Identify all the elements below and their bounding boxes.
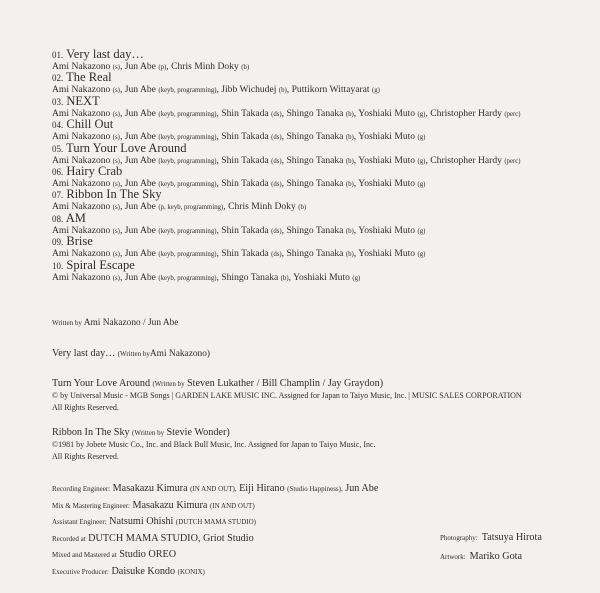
tyla-title: Turn Your Love Around	[52, 378, 151, 389]
musician-role: (g)	[417, 157, 426, 165]
musician-name: Yoshiaki Muto	[358, 177, 416, 189]
musician-role: (ds)	[271, 157, 282, 165]
musician-name: Shin Takada	[221, 224, 269, 236]
track-item	[52, 71, 521, 94]
musician-role: (keyb, programming)	[158, 87, 217, 95]
track-item	[52, 118, 521, 141]
musician-role: (b)	[278, 87, 287, 95]
ribbon-rights: All Rights Reserved.	[52, 452, 119, 462]
musician-name: Ami Nakazono	[52, 248, 111, 260]
musician-name: Puttikorn Wittayarat	[291, 84, 370, 96]
staff-name: Masakazu Kimura	[132, 499, 208, 511]
musician-role: (perc)	[504, 157, 521, 165]
track-title: Brise	[66, 234, 93, 249]
musician-name: Jun Abe	[124, 248, 156, 260]
track-number: 04.	[52, 120, 64, 131]
track-credits: Ami Nakazono (s), Jun Abe (keyb, programming), Shingo Tanaka (b), Yoshiaki Muto (g)	[52, 271, 361, 283]
staff-name: Masakazu Kimura	[112, 483, 188, 494]
musician-name: Jun Abe	[124, 61, 156, 72]
musician-role: (keyb, programming)	[158, 134, 217, 142]
musician-name: Yoshiaki Muto	[293, 271, 350, 283]
track-item	[52, 95, 521, 118]
track-title-line	[52, 165, 521, 179]
musician-name: Shin Takada	[221, 177, 269, 189]
musician-name: Ami Nakazono	[52, 224, 111, 236]
musician-name: Jun Abe	[124, 224, 156, 236]
art-name: Mariko Gota	[469, 550, 523, 562]
ribbon-names: Stevie Wonder	[166, 427, 227, 438]
musician-name: Jun Abe	[124, 201, 156, 213]
musician-role: (b)	[345, 110, 354, 118]
staff-label: Mix & Mastering Engineer:	[52, 501, 130, 510]
musician-role: (g)	[352, 274, 361, 282]
musician-role: (b)	[345, 157, 354, 165]
staff-line	[52, 514, 378, 531]
musician-role: (ds)	[271, 134, 282, 142]
musician-role: (s)	[112, 274, 120, 282]
track-title: Spiral Escape	[66, 257, 135, 272]
musician-role: (s)	[112, 134, 120, 142]
art-line	[440, 528, 542, 547]
musician-role: (p, keyb, programming)	[158, 204, 224, 212]
track-number: 10.	[52, 260, 64, 271]
tyla-rights: All Rights Reserved.	[52, 403, 119, 413]
musician-role: (g)	[417, 251, 426, 259]
tyla-pre: (Written by	[152, 380, 185, 388]
staff-line	[52, 531, 378, 548]
musician-name: Shin Takada	[221, 107, 269, 119]
track-title: Ribbon In The Sky	[66, 187, 162, 202]
staff-label: Recorded at	[52, 534, 86, 543]
track-title-line	[52, 188, 521, 202]
musician-name: Yoshiaki Muto	[358, 131, 416, 143]
track-item	[52, 259, 521, 282]
staff-note: (Studio Happiness),	[287, 485, 343, 493]
tyla-close: )	[379, 378, 384, 389]
track-number: 06.	[52, 166, 64, 177]
musician-role: (ds)	[271, 180, 282, 188]
track-credits: Ami Nakazono (s), Jun Abe (p, keyb, programming), Chris Minh Doky (b)	[52, 201, 307, 213]
track-title-line	[52, 235, 521, 249]
musician-role: (b)	[345, 251, 354, 259]
art-label: Artwork:	[440, 552, 466, 561]
track-title: AM	[65, 210, 86, 225]
track-number: 09.	[52, 237, 64, 248]
musician-name: Jun Abe	[124, 131, 156, 143]
staff-label: Executive Producer:	[52, 567, 109, 576]
track-title: NEXT	[66, 93, 100, 108]
staff-name: Studio OREO	[119, 549, 177, 561]
musician-role: (g)	[417, 134, 426, 142]
musician-role: (s)	[112, 110, 120, 118]
track-title-line	[52, 212, 521, 226]
musician-role: (keyb, programming)	[158, 251, 217, 259]
musician-role: (b)	[345, 134, 354, 142]
musician-name: Yoshiaki Muto	[358, 224, 416, 236]
musician-name: Chris Minh Doky	[171, 61, 239, 72]
musician-name: Ami Nakazono	[52, 84, 111, 96]
musician-role: (s)	[112, 204, 120, 212]
tyla-credit	[52, 378, 522, 414]
track-credits: Ami Nakazono (s), Jun Abe (keyb, programming), Shin Takada (ds), Shingo Tanaka (b), Yoshiaki Muto (g)	[52, 224, 426, 236]
track-item	[52, 188, 521, 211]
musician-role: (keyb, programming)	[158, 274, 217, 282]
musician-name: Jibb Wichudej	[221, 84, 277, 96]
track-number: 03.	[52, 96, 64, 107]
track-title-line	[52, 71, 521, 85]
track-credits: Ami Nakazono (s), Jun Abe (keyb, programming), Shin Takada (ds), Shingo Tanaka (b), Yoshiaki Muto (g), Christopher Hardy (perc)	[52, 154, 521, 166]
vld-close: )	[206, 349, 211, 359]
musician-name: Ami Nakazono	[52, 107, 111, 119]
musician-name: Yoshiaki Muto	[358, 154, 416, 166]
musician-role: (b)	[298, 204, 307, 212]
musician-name: Jun Abe	[124, 271, 156, 283]
track-title-line	[52, 118, 521, 132]
staff-label: Assistant Engineer:	[52, 518, 107, 527]
tyla-copyright: © by Universal Music - MGB Songs | GARDEN LAKE MUSIC INC. Assigned for Japan to Taiyo Music, Inc. | MUSIC SALES CORPORATION	[52, 391, 522, 401]
track-credits: Ami Nakazono (s), Jun Abe (keyb, programming), Shin Takada (ds), Shingo Tanaka (b), Yoshiaki Muto (g), Christopher Hardy (perc)	[52, 107, 521, 119]
musician-name: Ami Nakazono	[52, 154, 111, 166]
track-number: 08.	[52, 213, 64, 224]
staff-line	[52, 564, 378, 581]
musician-name: Jun Abe	[124, 84, 156, 96]
staff-credits	[52, 481, 378, 581]
track-number: 02.	[52, 73, 64, 84]
musician-name: Jun Abe	[124, 107, 156, 119]
musician-role: (s)	[112, 157, 120, 165]
vld-name: Ami Nakazono	[149, 349, 207, 359]
written-label: Written by	[52, 319, 82, 327]
musician-name: Yoshiaki Muto	[358, 107, 416, 119]
track-title-line	[52, 95, 521, 109]
musician-role: (b)	[345, 227, 354, 235]
vld-credit	[52, 348, 210, 360]
musician-name: Ami Nakazono	[52, 201, 111, 213]
musician-name: Shin Takada	[221, 154, 269, 166]
tyla-names: Steven Lukather / Bill Champlin / Jay Graydon	[187, 378, 380, 389]
staff-name: Jun Abe	[345, 483, 379, 494]
art-credits	[440, 528, 542, 565]
musician-name: Shingo Tanaka	[286, 154, 344, 166]
musician-role: (b)	[241, 64, 250, 71]
track-number: 07.	[52, 190, 64, 201]
musician-name: Shingo Tanaka	[286, 131, 344, 143]
track-title: Very last day…	[66, 47, 144, 61]
musician-role: (s)	[112, 180, 120, 188]
track-item	[52, 212, 521, 235]
musician-role: (ds)	[271, 110, 282, 118]
art-line	[440, 547, 542, 566]
track-item	[52, 165, 521, 188]
track-number: 05.	[52, 143, 64, 154]
track-title: Hairy Crab	[66, 163, 123, 178]
musician-name: Yoshiaki Muto	[358, 248, 416, 260]
staff-note: (KONIX)	[177, 567, 205, 576]
musician-name: Shin Takada	[221, 131, 269, 143]
staff-label: Recording Engineer:	[52, 485, 111, 493]
musician-name: Ami Nakazono	[52, 177, 111, 189]
musician-role: (g)	[417, 110, 426, 118]
ribbon-close: )	[226, 427, 230, 438]
musician-role: (s)	[112, 87, 120, 95]
track-title-line	[52, 259, 521, 273]
track-credits: Ami Nakazono (s), Jun Abe (keyb, programming), Shin Takada (ds), Shingo Tanaka (b), Yoshiaki Muto (g)	[52, 131, 426, 143]
art-name: Tatsuya Hirota	[481, 532, 542, 543]
track-title-line	[52, 48, 521, 62]
ribbon-pre: (Written by	[131, 429, 165, 437]
musician-name: Shingo Tanaka	[286, 248, 344, 260]
musician-role: (p)	[158, 64, 167, 71]
staff-name: Eiji Hirano	[239, 483, 285, 494]
vld-pre: (Written by	[117, 350, 150, 358]
track-item	[52, 142, 521, 165]
musician-name: Jun Abe	[124, 154, 156, 166]
musician-name: Christopher Hardy	[430, 107, 502, 119]
musician-name: Chris Minh Doky	[228, 201, 296, 213]
staff-line	[52, 547, 378, 564]
musician-role: (keyb, programming)	[158, 180, 217, 188]
track-number: 01.	[52, 50, 64, 60]
musician-role: (perc)	[504, 110, 521, 118]
musician-role: (g)	[372, 87, 380, 95]
track-item	[52, 48, 521, 71]
track-credits: Ami Nakazono (s), Jun Abe (keyb, programming), Jibb Wichudej (b), Puttikorn Wittayarat (g)	[52, 84, 380, 96]
staff-name: Natsumi Ohishi	[109, 516, 174, 528]
musician-role: (ds)	[271, 227, 282, 235]
musician-role: (b)	[280, 274, 289, 282]
musician-role: (s)	[112, 227, 120, 235]
track-title: The Real	[66, 70, 112, 85]
track-list	[52, 48, 521, 282]
staff-name: DUTCH MAMA STUDIO, Griot Studio	[88, 532, 254, 544]
musician-role: (g)	[417, 180, 426, 188]
musician-name: Shingo Tanaka	[286, 224, 344, 236]
written-by	[52, 317, 178, 329]
ribbon-credit	[52, 427, 376, 463]
musician-name: Shingo Tanaka	[286, 107, 344, 119]
musician-role: (s)	[112, 64, 120, 71]
musician-role: (b)	[345, 180, 354, 188]
track-title-line	[52, 142, 521, 156]
staff-label: Mixed and Mastered at	[52, 551, 117, 560]
staff-note: (DUTCH MAMA STUDIO)	[175, 518, 257, 527]
musician-role: (keyb, programming)	[158, 157, 217, 165]
musician-name: Shingo Tanaka	[221, 271, 279, 283]
track-title: Turn Your Love Around	[66, 140, 187, 155]
musician-role: (keyb, programming)	[158, 110, 217, 118]
art-label: Photography:	[440, 534, 478, 542]
musician-name: Ami Nakazono	[52, 271, 111, 283]
ribbon-title: Ribbon In The Sky	[52, 427, 130, 438]
musician-role: (g)	[417, 227, 426, 235]
written-value: Ami Nakazono / Jun Abe	[83, 318, 179, 328]
staff-line	[52, 498, 378, 515]
track-credits: Ami Nakazono (s), Jun Abe (p), Chris Minh Doky (b)	[52, 61, 250, 72]
staff-line	[52, 481, 378, 498]
musician-role: (keyb, programming)	[158, 227, 217, 235]
musician-name: Jun Abe	[124, 177, 156, 189]
track-credits: Ami Nakazono (s), Jun Abe (keyb, programming), Shin Takada (ds), Shingo Tanaka (b), Yoshiaki Muto (g)	[52, 248, 426, 260]
track-item	[52, 235, 521, 258]
staff-note: (IN AND OUT)	[209, 501, 255, 510]
musician-name: Shingo Tanaka	[286, 177, 344, 189]
track-credits: Ami Nakazono (s), Jun Abe (keyb, programming), Shin Takada (ds), Shingo Tanaka (b), Yoshiaki Muto (g)	[52, 177, 426, 189]
musician-name: Ami Nakazono	[52, 61, 111, 72]
musician-name: Christopher Hardy	[430, 154, 502, 166]
musician-role: (s)	[112, 251, 120, 259]
track-title: Chill Out	[66, 117, 114, 132]
musician-role: (ds)	[271, 251, 282, 259]
ribbon-copyright: ©1981 by Jobete Music Co., Inc. and Black Bull Music, Inc. Assigned for Japan to Taiyo Music, Inc.	[52, 440, 376, 450]
vld-title: Very last day…	[52, 348, 116, 359]
staff-note: (IN AND OUT),	[190, 485, 237, 493]
musician-name: Ami Nakazono	[52, 131, 111, 143]
staff-name: Daisuke Kondo	[111, 565, 176, 577]
musician-name: Shin Takada	[221, 248, 269, 260]
